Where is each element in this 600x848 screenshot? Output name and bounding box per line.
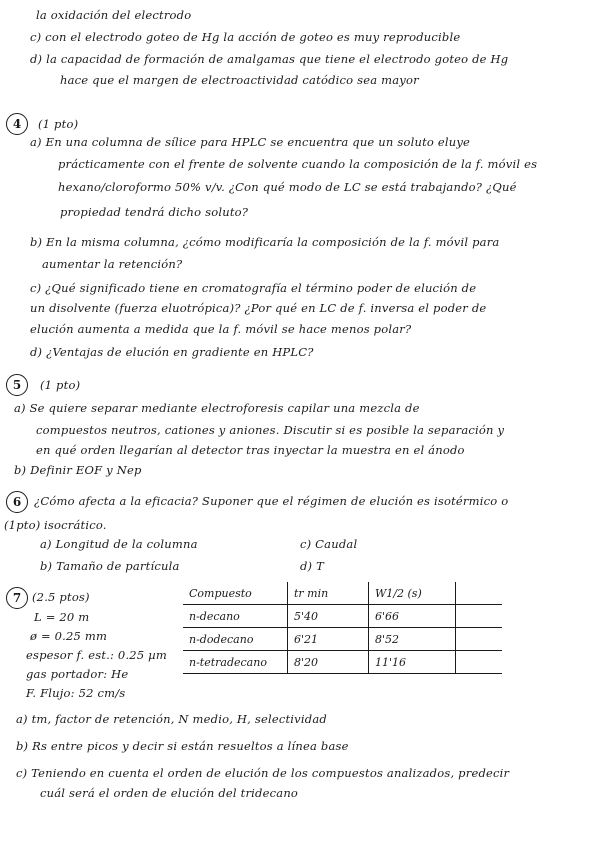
question-number-4: 4 bbox=[6, 113, 28, 135]
column-header: Compuesto bbox=[183, 582, 288, 605]
text-line: c) Teniendo en cuenta el orden de elución de los compuestos analizados, predecir bbox=[16, 766, 510, 780]
table-cell: 8'52 bbox=[369, 628, 456, 651]
option-c: c) Caudal bbox=[300, 537, 358, 551]
table-cell: 6'21 bbox=[288, 628, 369, 651]
question-number-7: 7 bbox=[6, 587, 28, 609]
question-number-5: 5 bbox=[6, 374, 28, 396]
text-line: b) Definir EOF y Nep bbox=[14, 463, 142, 477]
question-points: (1 pto) bbox=[38, 117, 79, 131]
text-line: isocrático. bbox=[44, 518, 107, 532]
param-length: L = 20 m bbox=[34, 610, 90, 624]
param-carrier-gas: gas portador: He bbox=[26, 667, 129, 681]
table-cell: 11'16 bbox=[369, 651, 456, 674]
empty-cell bbox=[456, 651, 503, 674]
text-line: a) En una columna de sílice para HPLC se encuentra que un soluto eluye bbox=[30, 135, 471, 149]
text-line: a) tm, factor de retención, N medio, H, selectividad bbox=[16, 712, 327, 726]
column-header: W1/2 (s) bbox=[369, 582, 456, 605]
text-line: hexano/cloroformo 50% v/v. ¿Con qué modo de LC se está trabajando? ¿Qué bbox=[58, 180, 517, 194]
text-line: elución aumenta a medida que la f. móvil se hace menos polar? bbox=[30, 322, 412, 336]
text-line: un disolvente (fuerza eluotrópica)? ¿Por qué en LC de f. inversa el poder de bbox=[30, 301, 487, 315]
table-row bbox=[183, 651, 502, 674]
param-diameter: ø = 0.25 mm bbox=[30, 629, 108, 643]
table-cell: n-decano bbox=[183, 605, 288, 628]
text-line: ¿Cómo afecta a la eficacia? Suponer que el régimen de elución es isotérmico o bbox=[34, 494, 509, 508]
column-header: tr min bbox=[288, 582, 369, 605]
question-points: (2.5 ptos) bbox=[32, 590, 90, 604]
question-number-6: 6 bbox=[6, 491, 28, 513]
option-d: d) T bbox=[300, 559, 324, 573]
text-line: prácticamente con el frente de solvente cuando la composición de la f. móvil es bbox=[58, 157, 538, 171]
text-line: hace que el margen de electroactividad catódico sea mayor bbox=[60, 73, 419, 87]
question-points: (1 pto) bbox=[40, 378, 81, 392]
table-cell: 5'40 bbox=[288, 605, 369, 628]
text-line: a) Se quiere separar mediante electroforesis capilar una mezcla de bbox=[14, 401, 420, 415]
empty-cell bbox=[456, 605, 503, 628]
option-b: b) Tamaño de partícula bbox=[40, 559, 180, 573]
text-line: d) la capacidad de formación de amalgamas que tiene el electrodo goteo de Hg bbox=[30, 52, 509, 66]
option-a: a) Longitud de la columna bbox=[40, 537, 198, 551]
table-cell: n-dodecano bbox=[183, 628, 288, 651]
text-line: b) En la misma columna, ¿cómo modificaría la composición de la f. móvil para bbox=[30, 235, 500, 249]
text-line: aumentar la retención? bbox=[42, 257, 183, 271]
text-line: la oxidación del electrodo bbox=[36, 8, 192, 22]
question-points: (1pto) bbox=[4, 518, 41, 532]
text-line: c) ¿Qué significado tiene en cromatografía el término poder de elución de bbox=[30, 281, 477, 295]
text-line: propiedad tendrá dicho soluto? bbox=[60, 205, 249, 219]
text-line: d) ¿Ventajas de elución en gradiente en HPLC? bbox=[30, 345, 314, 359]
param-flow: F. Flujo: 52 cm/s bbox=[26, 686, 126, 700]
text-line: compuestos neutros, cationes y aniones. Discutir si es posible la separación y bbox=[36, 423, 505, 437]
table-row bbox=[183, 605, 502, 628]
table-header-row bbox=[183, 582, 502, 605]
empty-cell bbox=[456, 628, 503, 651]
text-line: c) con el electrodo goteo de Hg la acción de goteo es muy reproducible bbox=[30, 30, 461, 44]
param-film-thickness: espesor f. est.: 0.25 µm bbox=[26, 648, 167, 662]
empty-cell bbox=[456, 582, 503, 605]
table-cell: 6'66 bbox=[369, 605, 456, 628]
text-line: b) Rs entre picos y decir si están resueltos a línea base bbox=[16, 739, 349, 753]
table-cell: 8'20 bbox=[288, 651, 369, 674]
retention-data-table bbox=[183, 582, 502, 674]
table-cell: n-tetradecano bbox=[183, 651, 288, 674]
text-line: cuál será el orden de elución del tridecano bbox=[40, 786, 299, 800]
table-row bbox=[183, 628, 502, 651]
text-line: en qué orden llegarían al detector tras inyectar la muestra en el ánodo bbox=[36, 443, 465, 457]
